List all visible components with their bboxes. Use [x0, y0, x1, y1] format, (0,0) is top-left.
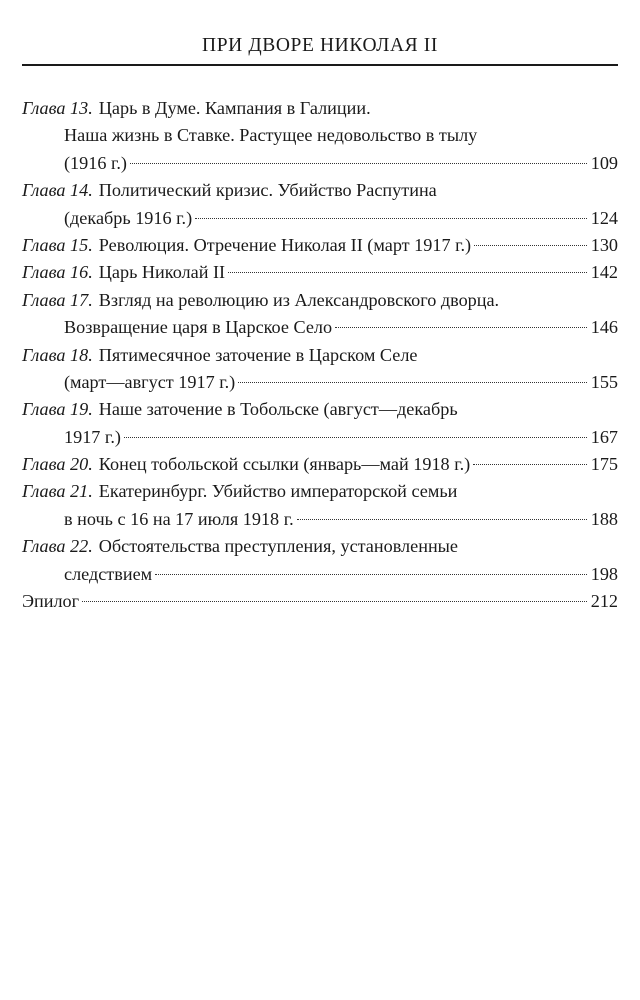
chapter-title: в ночь с 16 на 17 июля 1918 г. [64, 508, 294, 529]
toc-line [22, 424, 618, 451]
page-number: 198 [590, 563, 618, 584]
page-number: 109 [590, 152, 618, 173]
toc-line [22, 314, 618, 341]
toc-line [22, 451, 618, 478]
chapter-title: (декабрь 1916 г.) [64, 207, 193, 228]
chapter-label: Глава 16. [22, 262, 93, 283]
chapter-title: Наше заточение в Тобольске (август—декабрь [98, 399, 458, 420]
chapter-title: (1916 г.) [64, 152, 127, 173]
toc-line [22, 506, 618, 533]
running-head: ПРИ ДВОРЕ НИКОЛАЯ II [202, 35, 438, 56]
chapter-label: Глава 20. [22, 454, 93, 475]
toc-line [22, 561, 618, 588]
page-number: 124 [590, 207, 618, 228]
toc-line [22, 396, 618, 423]
toc-entry [22, 478, 618, 533]
dot-leader [130, 163, 587, 164]
chapter-title: Екатеринбург. Убийство императорской семьи [98, 481, 458, 502]
toc-line [22, 232, 618, 259]
toc-entry [22, 177, 618, 232]
toc-line [22, 287, 618, 314]
toc-line [22, 369, 618, 396]
toc-line [22, 122, 618, 149]
dot-leader [228, 272, 587, 273]
chapter-title: следствием [64, 563, 153, 584]
chapter-title: Царь Николай II [98, 262, 226, 283]
chapter-title: 1917 г.) [64, 426, 121, 447]
chapter-title: Царь в Думе. Кампания в Галиции. [98, 98, 371, 118]
chapter-label: Глава 14. [22, 180, 93, 201]
dot-leader [195, 218, 587, 219]
chapter-label: Глава 19. [22, 399, 93, 420]
toc-line [22, 588, 618, 615]
toc-line [22, 478, 618, 505]
toc-entry [22, 396, 618, 451]
chapter-title: Политический кризис. Убийство Распутина [98, 180, 437, 201]
toc-entry [22, 451, 618, 478]
page-number: 146 [590, 317, 618, 338]
toc-line [22, 95, 618, 122]
chapter-title: Возвращение царя в Царское Село [64, 317, 333, 338]
page-number: 167 [590, 426, 618, 447]
chapter-title: Пятимесячное заточение в Царском Селе [98, 344, 418, 365]
toc-entry [22, 342, 618, 397]
toc-entry [22, 287, 618, 342]
chapter-title: Эпилог [22, 591, 80, 612]
toc-line [22, 259, 618, 286]
table-of-contents [22, 95, 618, 615]
toc-line [22, 533, 618, 560]
chapter-label: Глава 21. [22, 481, 93, 502]
dot-leader [155, 574, 587, 575]
dot-leader [335, 327, 587, 328]
toc-entry [22, 259, 618, 286]
chapter-title: (март—август 1917 г.) [64, 371, 236, 392]
dot-leader [82, 601, 587, 602]
chapter-title: Революция. Отречение Николая II (март 1917 г.) [98, 234, 472, 255]
page-number: 142 [590, 262, 618, 283]
dot-leader [474, 245, 587, 246]
dot-leader [124, 437, 587, 438]
chapter-label: Глава 13. [22, 98, 93, 118]
chapter-title: Наша жизнь в Ставке. Растущее недовольство в тылу [64, 125, 478, 146]
dot-leader [238, 382, 587, 383]
toc-line [22, 150, 618, 177]
dot-leader [297, 519, 587, 520]
header-rule [22, 64, 618, 66]
toc-entry [22, 95, 618, 177]
chapter-title: Конец тобольской ссылки (январь—май 1918 г.) [98, 454, 471, 475]
chapter-label: Глава 17. [22, 289, 93, 310]
toc-line [22, 177, 618, 204]
chapter-title: Взгляд на революцию из Александровского дворца. [98, 289, 500, 310]
toc-line [22, 205, 618, 232]
toc-entry [22, 533, 618, 588]
page-number: 130 [590, 234, 618, 255]
toc-entry [22, 232, 618, 259]
toc-line [22, 342, 618, 369]
page-number: 212 [590, 591, 618, 612]
page-number: 155 [590, 371, 618, 392]
toc-entry [22, 588, 618, 615]
chapter-label: Глава 22. [22, 536, 93, 557]
chapter-label: Глава 15. [22, 234, 93, 255]
dot-leader [473, 464, 587, 465]
chapter-title: Обстоятельства преступления, установленные [98, 536, 458, 557]
page-number: 188 [590, 508, 618, 529]
chapter-label: Глава 18. [22, 344, 93, 365]
page-number: 175 [590, 454, 618, 475]
